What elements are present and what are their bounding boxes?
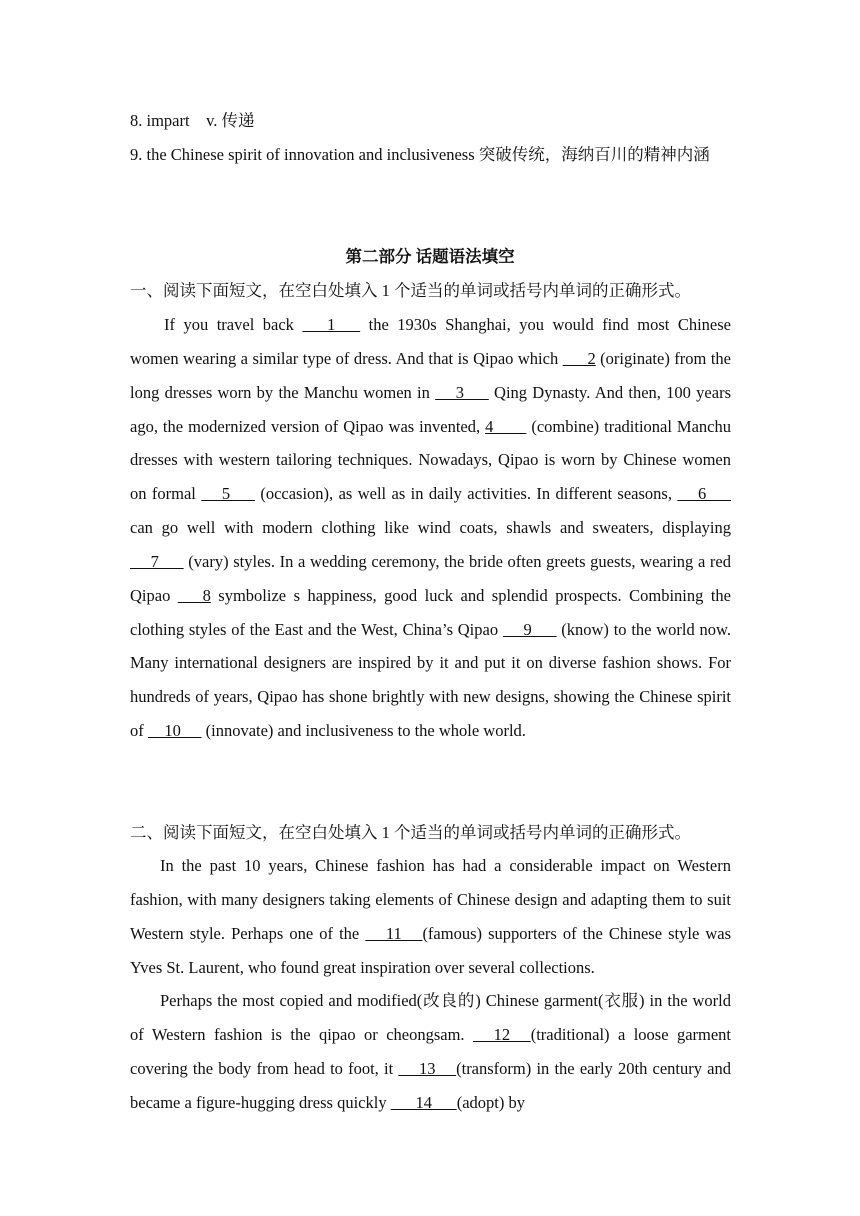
section-two-paragraph-1: [130, 849, 731, 984]
blank-7[interactable]: 7: [130, 551, 184, 571]
blank-10[interactable]: 10: [147, 721, 202, 741]
blank-1[interactable]: 1: [302, 315, 361, 334]
section-one-passage: [130, 308, 731, 748]
passage-text: (famous) supporters of the Chinese style was Yves St. Laurent, who found great inspiration over several collections.: [130, 923, 732, 977]
passage-text: (vary) styles. In a wedding ceremony, the bride often greets guests, wearing a red Qipao: [130, 551, 731, 605]
passage-text: (know) to the world now. Many international designers are inspired by it and put it on diverse fashion shows. For hundreds of years, Qipao has shone brightly with new designs, showing the Chinese spirit of: [130, 619, 731, 741]
blank-12[interactable]: 12: [472, 1024, 531, 1044]
vocab-chinese: 突破传统，海纳百川的精神内涵: [478, 145, 710, 164]
part-two-heading: 第二部分 话题语法填空: [345, 247, 515, 266]
section-two-paragraph-2: [130, 984, 731, 1119]
passage-text: the 1930s Shanghai, you would find most Chinese women wearing a similar type of dress. And that is Qipao which: [130, 315, 731, 368]
blank-14[interactable]: 14: [390, 1092, 457, 1112]
vocab-item-9: [130, 138, 731, 172]
vocab-number: 9.: [130, 145, 143, 164]
vocab-english: impart: [146, 111, 190, 130]
passage-text: Perhaps the most copied and modified(改良的) Chinese garment(衣服) in the world of Western fashion is the qipao or cheongsam.: [130, 991, 731, 1044]
blank-13[interactable]: 13: [398, 1058, 457, 1078]
blank-2[interactable]: 2: [562, 348, 596, 368]
passage-text: (traditional) a loose garment covering the body from head to foot, it: [130, 1024, 731, 1078]
passage-text: If you travel back: [164, 315, 303, 334]
section-one-instruction: 一、阅读下面短文，在空白处填入 1 个适当的单词或括号内单词的正确形式。: [130, 281, 691, 300]
vocab-item-8: [130, 104, 731, 138]
blank-3[interactable]: 3: [435, 382, 489, 402]
blank-4[interactable]: 4: [485, 416, 527, 436]
vocab-chinese: 传递: [221, 111, 255, 130]
passage-text: (originate) from the long dresses worn by the Manchu women in: [130, 348, 732, 402]
blank-8[interactable]: 8: [177, 585, 211, 605]
blank-5[interactable]: 5: [201, 484, 255, 504]
vocab-number: 8.: [130, 111, 143, 130]
blank-6[interactable]: 6: [677, 484, 731, 504]
passage-text: (combine) traditional Manchu dresses with western tailoring techniques. Nowadays, Qipao is worn by Chinese women on formal: [130, 416, 731, 504]
vocab-part-of-speech: v.: [206, 111, 218, 130]
passage-text: Qing Dynasty. And then, 100 years ago, the modernized version of Qipao was invented,: [130, 382, 731, 436]
passage-text: (occasion), as well as in daily activities. In different seasons,: [254, 484, 678, 504]
blank-11[interactable]: 11: [365, 923, 423, 943]
passage-text: (adopt) by: [456, 1092, 525, 1112]
section-two-instruction: 二、阅读下面短文，在空白处填入 1 个适当的单词或括号内单词的正确形式。: [130, 823, 691, 842]
blank-9[interactable]: 9: [502, 619, 557, 639]
passage-text: In the past 10 years, Chinese fashion has had a considerable impact on Western fashion, with many designers taking elements of Chinese design and adapting them to suit Western style. Perhaps one of the: [130, 856, 731, 943]
passage-text: symbolize s happiness, good luck and splendid prospects. Combining the clothing styles of the East and the West, China’s Qipao: [130, 585, 732, 639]
passage-text: (innovate) and inclusiveness to the whole world.: [201, 721, 526, 741]
vocab-english: the Chinese spirit of innovation and inclusiveness: [146, 145, 475, 164]
passage-text: (transform) in the early 20th century and became a figure-hugging dress quickly: [130, 1058, 731, 1112]
passage-text: can go well with modern clothing like wind coats, shawls and sweaters, displaying: [130, 518, 731, 538]
